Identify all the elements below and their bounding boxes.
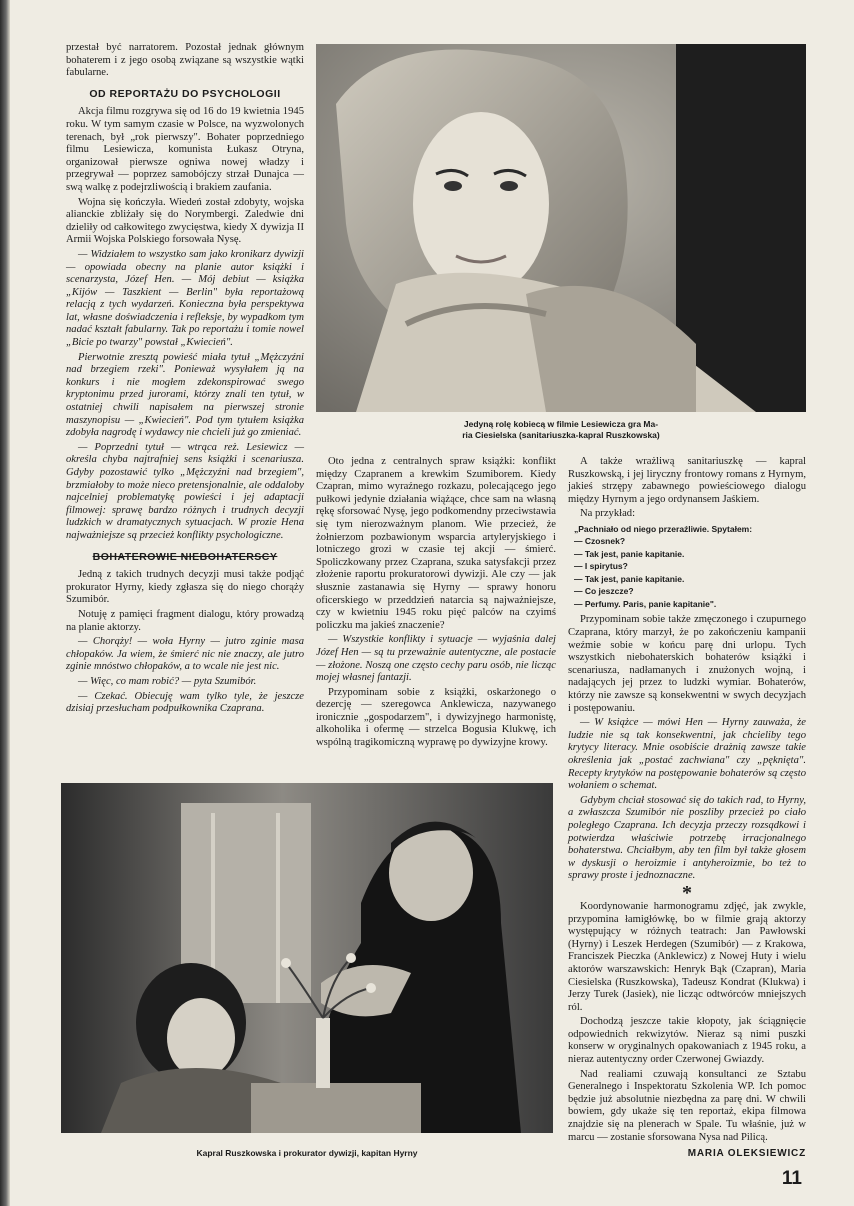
scene-photo — [61, 783, 553, 1133]
paragraph: Przypominam sobie także zmęczonego i czupurnego Czaprana, który marzył, że po zakończeniu kampanii weźmie sobie w końcu parę dni urlopu. Tych wszystkich niebohaterskich bohaterów książki i scenariusza, nadłamanych i znużonych wojną, i nadających jej przez to ludzki wymiar. Bohaterów, którzy nie zawsze są konsekwentni w swych decyzjach i postępowaniu. — [568, 614, 806, 714]
column-1 — [66, 42, 304, 718]
paragraph: Akcja filmu rozgrywa się od 16 do 19 kwietnia 1945 roku. W tym samym czasie w Polsce, na wyzwolonych terenach, był „rok pierwszy". Bohater poprzedniego filmu Lesiewicza, komunista Łukasz Otryna, organizował pierwsze ogniwa nowej władzy i przegrywał — poprzez samobójczy strzał Dunajca — swą walkę z podejrzliwością i brakiem zaufania. — [66, 106, 304, 193]
dialog-line: — I spirytus? — [574, 561, 628, 572]
dialog-line: — Co jeszcze? — [574, 586, 634, 597]
column-2 — [316, 456, 556, 752]
dialog-line: — Tak jest, panie kapitanie. — [574, 548, 685, 559]
paragraph: — Chorąży! — woła Hyrny — jutro zginie masa chłopaków. Ja wiem, że śmierć nic nie znaczy, ale jutro zginie mnóstwo chłopaków, a to wcale nie jest nic. — [66, 636, 304, 673]
paragraph: A także wrażliwą sanitariuszkę — kapral Ruszkowską, i jej liryczny frontowy romans z Hyrnym, jakieś strzępy zabawnego powieściowego dialogu między Hyrnym a jego ordynansem Jaśkiem. — [568, 456, 806, 505]
paragraph: Oto jedna z centralnych spraw książki: konflikt między Czapranem a krewkim Szumiborem. Kiedy Czapran, mimo wyraźnego rozkazu, polecającego jego pułkowi jedynie działania wiążące, chce sam na własną rękę sforsować Nysę, jego podkomendny przeciwstawia się tym nierozważnym planom. Wie przecież, że żołnierzom pozbawionym wsparcia artyleryjskiego i lotniczego grozi w czasie tej akcji — śmierć. Spoliczkowany przez Czaprana, szuka satysfakcji przez złożenie raportu prokuratorowi dywizji. Ale czy — jak słusznie zastanawia się Hyrny — sprawy honoru oficerskiego w przeddzień natarcia są najważniejsze, czy w kwietniu 1945 roku pięć palców na czyimś policzku ma jakieś znaczenie? — [316, 456, 556, 631]
paragraph: Na przykład: — [580, 508, 636, 520]
binding-edge — [0, 0, 10, 1206]
caption-line: Jedyną rolę kobiecą w filmie Lesiewicza gra Ma- — [463, 419, 659, 429]
dialog-excerpt — [574, 523, 806, 611]
page-number: 11 — [781, 1168, 802, 1189]
scene-caption: Kapral Ruszkowska i prokurator dywizji, kapitan Hyrny — [196, 1148, 418, 1158]
portrait-photo — [316, 44, 806, 412]
paragraph: — Wszystkie konflikty i sytuacje — wyjaśnia dalej Józef Hen — są tu przeważnie autentyczne, ale postacie — złożone. Noszą one często cechy paru osób, nie licząc mojej własnej fantazji. — [316, 634, 556, 684]
paragraph: Gdybym chciał stosować się do takich rad, to Hyrny, a zwłaszcza Szumibór nie poszliby przecież po ciało poległego Czaprana. Ich decyzja przeczy rozsądkowi i potwierdza właściwie potrzebę irracjonalnego bohaterstwa. Chciałbym, aby ten film był także głosem w dyskusji o heroizmie i antyheroizmie, bo też to sprawy proste i jednoznaczne. — [568, 794, 806, 882]
section-heading: BOHATEROWIE NIEBOHATERSCY — [92, 550, 278, 563]
author-signature: MARIA OLEKSIEWICZ — [687, 1148, 806, 1160]
dialog-line: — Tak jest, panie kapitanie. — [574, 573, 685, 584]
paragraph: — Czekać. Obiecuję wam tylko tyle, że jeszcze dzisiaj przesłucham podpułkownika Czaprana. — [66, 690, 304, 715]
paragraph: — W książce — mówi Hen — Hyrny zauważa, że ludzie nie są tak konsekwentni, jak chcieliby tego krytycy literacy. Mnie osobiście drażnią zawsze takie określenia jak „postać zachwiana" czy „pęknięta". Recepty krytyków na postępowanie bohaterów są często wołaniem o schemat. — [568, 717, 806, 792]
portrait-caption — [316, 419, 806, 441]
section-separator: * — [682, 881, 692, 904]
paragraph: Wojna się kończyła. Wiedeń został zdobyty, wojska alianckie zbliżały się do Norymbergi. Zaledwie dni dzieliły od całkowitego zwycięstwa, kiedy X dywizja II Armii Wojska Polskiego forsowała Nysę. — [66, 196, 304, 246]
caption-line: ria Ciesielska (sanitariuszka-kapral Ruszkowska) — [462, 430, 660, 440]
paragraph: przestał być narratorem. Pozostał jednak głównym bohaterem i z jego osobą związane są wszystkie wątki fabularne. — [66, 42, 304, 79]
paragraph: Koordynowanie harmonogramu zdjęć, jak zwykle, przypomina łamigłówkę, bo w filmie grają aktorzy występujący w różnych teatrach: Jan Pawłowski (Hyrny) i Leszek Herdegen (Szumibór) — z Krakowa, Franciszek Pieczka (Anklewicz) z Nowej Huty i wielu aktorów warszawskich: Henryk Bąk (Czapran), Maria Ciesielska (Ruszkowska), Tadeusz Kondrat (Klukwa) i Jerzy Turek (Jasiek), nie licząc odtwórców mniejszych ról. — [568, 900, 806, 1013]
dialog-line: — Czosnek? — [574, 536, 626, 547]
portrait-photo-image — [316, 44, 806, 412]
paragraph: Notuję z pamięci fragment dialogu, który prowadzą na planie aktorzy. — [66, 608, 304, 633]
section-heading: OD REPORTAŻU DO PSYCHOLOGII — [89, 87, 281, 100]
paragraph: Pierwotnie zresztą powieść miała tytuł „Mężczyźni nad brzegiem rzeki". Ponieważ wysyłałem ją na konkurs i nie mogłem zdekonspirować swego kryptonimu przed jurorami, którzy znali ten tytuł, w ostatniej chwili napisałem na pierwszej stronie maszynopisu — „Kwiecień". Pod tym tytułem książka zdobyła nagrodę i wydawcy nie chcieli już go zmieniać. — [66, 351, 304, 439]
column-3 — [568, 456, 806, 1161]
paragraph: — Więc, co mam robić? — pyta Szumibór. — [78, 675, 257, 687]
paragraph: Dochodzą jeszcze takie kłopoty, jak ściągnięcie odpowiednich rekwizytów. Nieraz są nimi puszki konserw w oryginalnych opakowaniach z 1945 roku, a nieraz autentyczny order Czerwonej Gwiazdy. — [568, 1016, 806, 1066]
paragraph: — Widziałem to wszystko sam jako kronikarz dywizji — opowiada obecny na planie autor książki i scenarzysta, Józef Hen. — Mój debiut — książka „Kijów — Taszkient — Berlin" była reportażową relacją z tych wydarzeń. Konieczna była perspektywa lat, własne doświadczenia i refleksje, by wypadkom tym nadać kształt fabularny. Tak po reportażu i tomie nowel „Bicie po twarzy" powstał „Kwiecień". — [66, 248, 304, 349]
scene-photo-image — [61, 783, 553, 1133]
paragraph: Jedną z takich trudnych decyzji musi także podjąć prokurator Hyrny, kiedy zgłasza się do niego chorąży Szumibór. — [66, 569, 304, 606]
paragraph: — Poprzedni tytuł — wtrąca reż. Lesiewicz — określa chyba najtrafniej sens książki i scenariusza. Gdyby pozostawić tylko „Mężczyźni nad brzegiem", brzmiałoby to może nieco pretensjonalnie, ale oddaloby najcelniej problematykę powieści i jej adaptacji filmowej: sprawę bardzo różnych i trudnych decyzji ludzkich w dramatycznych sytuacjach. W prozie Hena najważniejsze są przecież konflikty psychologiczne. — [66, 441, 304, 541]
paragraph: Przypominam sobie z książki, oskarżonego o dezercję — szeregowca Anklewicza, nazywanego ironicznie „gospodarzem", i dywizyjnego harmonistę, alkoholika i ofermę — strzelca Bogusia Klukwę, ich wspólną tragikomiczną wyprawę po dywizyjne krowy. — [316, 686, 556, 749]
paragraph: Nad realiami czuwają konsultanci ze Sztabu Generalnego i Inspektoratu Szkolenia WP. Ich pomoc będzie już absolutnie niezbędna za parę dni. W chwili bowiem, gdy ukaże się ten reportaż, ekipa filmowa znajdzie się na plenerach w Spale. Tu właśnie, już w marcu — zostanie sforsowana Nysa nad Pilicą. — [568, 1068, 806, 1143]
dialog-line: „Pachniało od niego przeraźliwie. Spytałem: — [574, 523, 753, 534]
dialog-line: — Perfumy. Paris, panie kapitanie". — [574, 598, 717, 609]
